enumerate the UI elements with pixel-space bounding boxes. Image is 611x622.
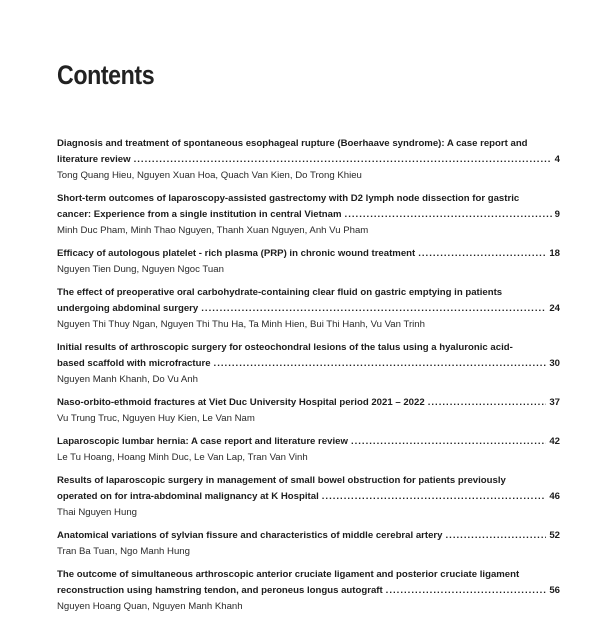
entry-title-line[interactable]: Diagnosis and treatment of spontaneous esophageal rupture (Boerhaave syndrome): A case report and bbox=[57, 138, 528, 149]
entry-title-line[interactable]: The outcome of simultaneous arthroscopic anterior cruciate ligament and posterior cruciate ligament bbox=[57, 569, 520, 580]
page-title: Contents bbox=[57, 60, 155, 90]
entry-authors: Tong Quang Hieu, Nguyen Xuan Hoa, Quach Van Kien, Do Trong Khieu bbox=[57, 170, 362, 181]
entry-authors: Tran Ba Tuan, Ngo Manh Hung bbox=[57, 546, 190, 557]
entry-title-tail[interactable]: undergoing abdominal surgery bbox=[57, 303, 199, 314]
entry-title-last-line[interactable] bbox=[57, 489, 560, 505]
entry-title-last-line[interactable] bbox=[57, 152, 560, 168]
page-number[interactable]: 42 bbox=[549, 436, 560, 447]
toc-entry[interactable] bbox=[57, 191, 560, 239]
page-number[interactable]: 24 bbox=[549, 303, 560, 314]
entry-title-last-line[interactable] bbox=[57, 434, 560, 450]
entry-title-tail[interactable]: based scaffold with microfracture bbox=[57, 358, 211, 369]
toc-entry[interactable] bbox=[57, 528, 560, 560]
entry-title-tail[interactable]: Anatomical variations of sylvian fissure and characteristics of middle cerebral artery bbox=[57, 530, 443, 541]
entry-authors: Nguyen Thi Thuy Ngan, Nguyen Thi Thu Ha, Ta Minh Hien, Bui Thi Hanh, Vu Van Trinh bbox=[57, 319, 425, 330]
entry-title-last-line[interactable] bbox=[57, 583, 560, 599]
toc-entry[interactable] bbox=[57, 285, 560, 333]
entry-title-line[interactable]: Initial results of arthroscopic surgery for osteochondral lesions of the talus using a hyaluronic acid- bbox=[57, 342, 513, 353]
toc-entry[interactable] bbox=[57, 246, 560, 278]
entry-title-last-line[interactable] bbox=[57, 246, 560, 262]
toc-entry[interactable] bbox=[57, 395, 560, 427]
page-number[interactable]: 30 bbox=[549, 358, 560, 369]
dot-leader bbox=[418, 246, 546, 262]
page-number[interactable]: 4 bbox=[554, 154, 560, 165]
entry-title-tail[interactable]: literature review bbox=[57, 154, 131, 165]
page-number[interactable]: 9 bbox=[554, 209, 560, 220]
entry-title-last-line[interactable] bbox=[57, 528, 560, 544]
dot-leader bbox=[322, 489, 547, 505]
dot-leader bbox=[446, 528, 547, 544]
entry-authors: Nguyen Hoang Quan, Nguyen Manh Khanh bbox=[57, 601, 243, 612]
page-number[interactable]: 37 bbox=[549, 397, 560, 408]
page-number[interactable]: 46 bbox=[549, 491, 560, 502]
entry-authors: Minh Duc Pham, Minh Thao Nguyen, Thanh Xuan Nguyen, Anh Vu Pham bbox=[57, 225, 369, 236]
dot-leader bbox=[214, 356, 547, 372]
entry-title-tail[interactable]: Laparoscopic lumbar hernia: A case report and literature review bbox=[57, 436, 348, 447]
toc-entry[interactable] bbox=[57, 136, 560, 184]
entry-title-line[interactable]: Results of laparoscopic surgery in management of small bowel obstruction for patients previously bbox=[57, 475, 506, 486]
toc-entry[interactable] bbox=[57, 473, 560, 521]
dot-leader bbox=[134, 152, 552, 168]
toc-entry[interactable] bbox=[57, 434, 560, 466]
toc-entry[interactable] bbox=[57, 567, 560, 615]
entry-title-last-line[interactable] bbox=[57, 207, 560, 223]
entry-authors: Thai Nguyen Hung bbox=[57, 507, 137, 518]
entry-title-last-line[interactable] bbox=[57, 395, 560, 411]
entry-authors: Nguyen Tien Dung, Nguyen Ngoc Tuan bbox=[57, 264, 224, 275]
entry-title-last-line[interactable] bbox=[57, 301, 560, 317]
entry-title-last-line[interactable] bbox=[57, 356, 560, 372]
entry-title-tail[interactable]: operated on for intra-abdominal malignancy at K Hospital bbox=[57, 491, 319, 502]
page-number[interactable]: 52 bbox=[549, 530, 560, 541]
entry-authors: Nguyen Manh Khanh, Do Vu Anh bbox=[57, 374, 198, 385]
entry-authors: Vu Trung Truc, Nguyen Huy Kien, Le Van Nam bbox=[57, 413, 255, 424]
toc-entry[interactable] bbox=[57, 340, 560, 388]
entry-title-line[interactable]: Short-term outcomes of laparoscopy-assisted gastrectomy with D2 lymph node dissection for gastric bbox=[57, 193, 520, 204]
dot-leader bbox=[428, 395, 547, 411]
contents-page bbox=[57, 58, 560, 622]
toc-list bbox=[57, 136, 560, 615]
entry-authors: Le Tu Hoang, Hoang Minh Duc, Le Van Lap, Tran Van Vinh bbox=[57, 452, 308, 463]
entry-title-tail[interactable]: reconstruction using hamstring tendon, and peroneus longus autograft bbox=[57, 585, 383, 596]
page-number[interactable]: 18 bbox=[549, 248, 560, 259]
dot-leader bbox=[345, 207, 552, 223]
dot-leader bbox=[351, 434, 546, 450]
entry-title-line[interactable]: The effect of preoperative oral carbohydrate-containing clear fluid on gastric emptying in patients bbox=[57, 287, 503, 298]
entry-title-tail[interactable]: Naso-orbito-ethmoid fractures at Viet Duc University Hospital period 2021 – 2022 bbox=[57, 397, 425, 408]
page-number[interactable]: 56 bbox=[549, 585, 560, 596]
dot-leader bbox=[386, 583, 547, 599]
dot-leader bbox=[201, 301, 546, 317]
entry-title-tail[interactable]: cancer: Experience from a single institution in central Vietnam bbox=[57, 209, 342, 220]
entry-title-tail[interactable]: Efficacy of autologous platelet - rich plasma (PRP) in chronic wound treatment bbox=[57, 248, 416, 259]
